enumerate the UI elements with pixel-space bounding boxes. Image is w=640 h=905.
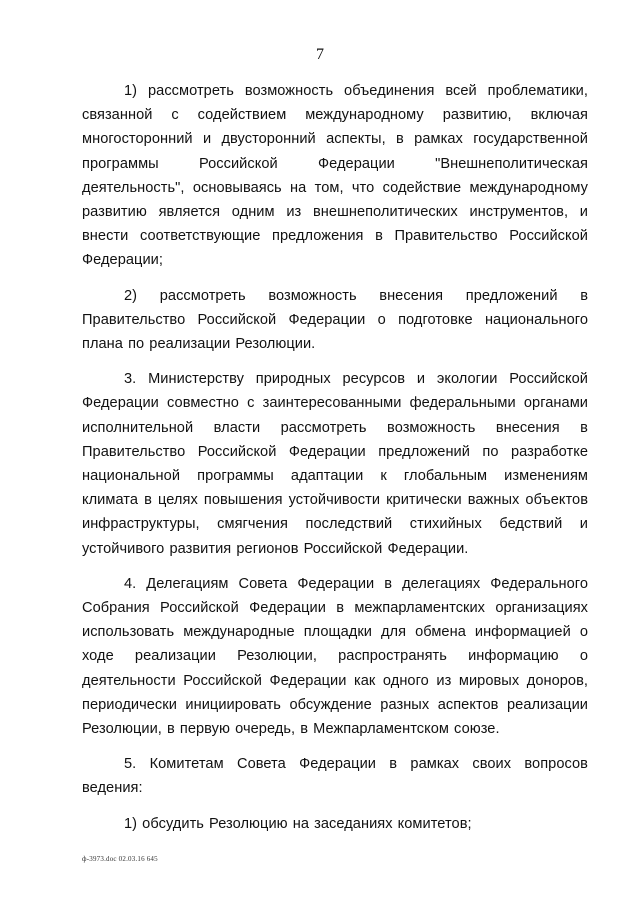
paragraph-item-4: 4. Делегациям Совета Федерации в делегациях Федерального Собрания Российской Федерации в межпарламентских организациях использовать международные площадки для обмена информацией о ходе реализации Резолюции, распространять информацию о деятельности Российской Федерации как одного из мировых доноров, периодически инициировать обсуждение разных аспектов реализации Резолюции, в первую очередь, в Межпарламентском союзе. (82, 575, 588, 738)
paragraph-item-5: 5. Комитетам Совета Федерации в рамках своих вопросов ведения: (82, 756, 588, 797)
footer-file-label: ф-3973.doc 02.03.16 645 (82, 855, 158, 863)
paragraph-item-2: 2) рассмотреть возможность внесения предложений в Правительство Российской Федерации о подготовке национального плана по реализации Резолюции. (82, 287, 588, 353)
document-body (82, 79, 588, 847)
paragraph-item-3: 3. Министерству природных ресурсов и экологии Российской Федерации совместно с заинтересованными федеральными органами исполнительной власти рассмотреть возможность внесения в Правительство Российской Федерации предложений по разработке национальной программы адаптации к глобальным изменениям климата в целях повышения устойчивости критически важных объектов инфраструктуры, смягчения последствий стихийных бедствий и устойчивого развития регионов Российской Федерации. (82, 371, 588, 557)
page-number: 7 (316, 46, 324, 63)
paragraph-item-1: 1) рассмотреть возможность объединения всей проблематики, связанной с содействием международному развитию, включая многосторонний и двусторонний аспекты, в рамках государственной программы Российской Федерации "Внешнеполитическая деятельность", основываясь на том, что содействие международному развитию является одним из внешнеполитических инструментов, и внести соответствующие предложения в Правительство Российской Федерации; (82, 83, 588, 269)
paragraph-item-6: 1) обсудить Резолюцию на заседаниях комитетов; (124, 815, 472, 832)
